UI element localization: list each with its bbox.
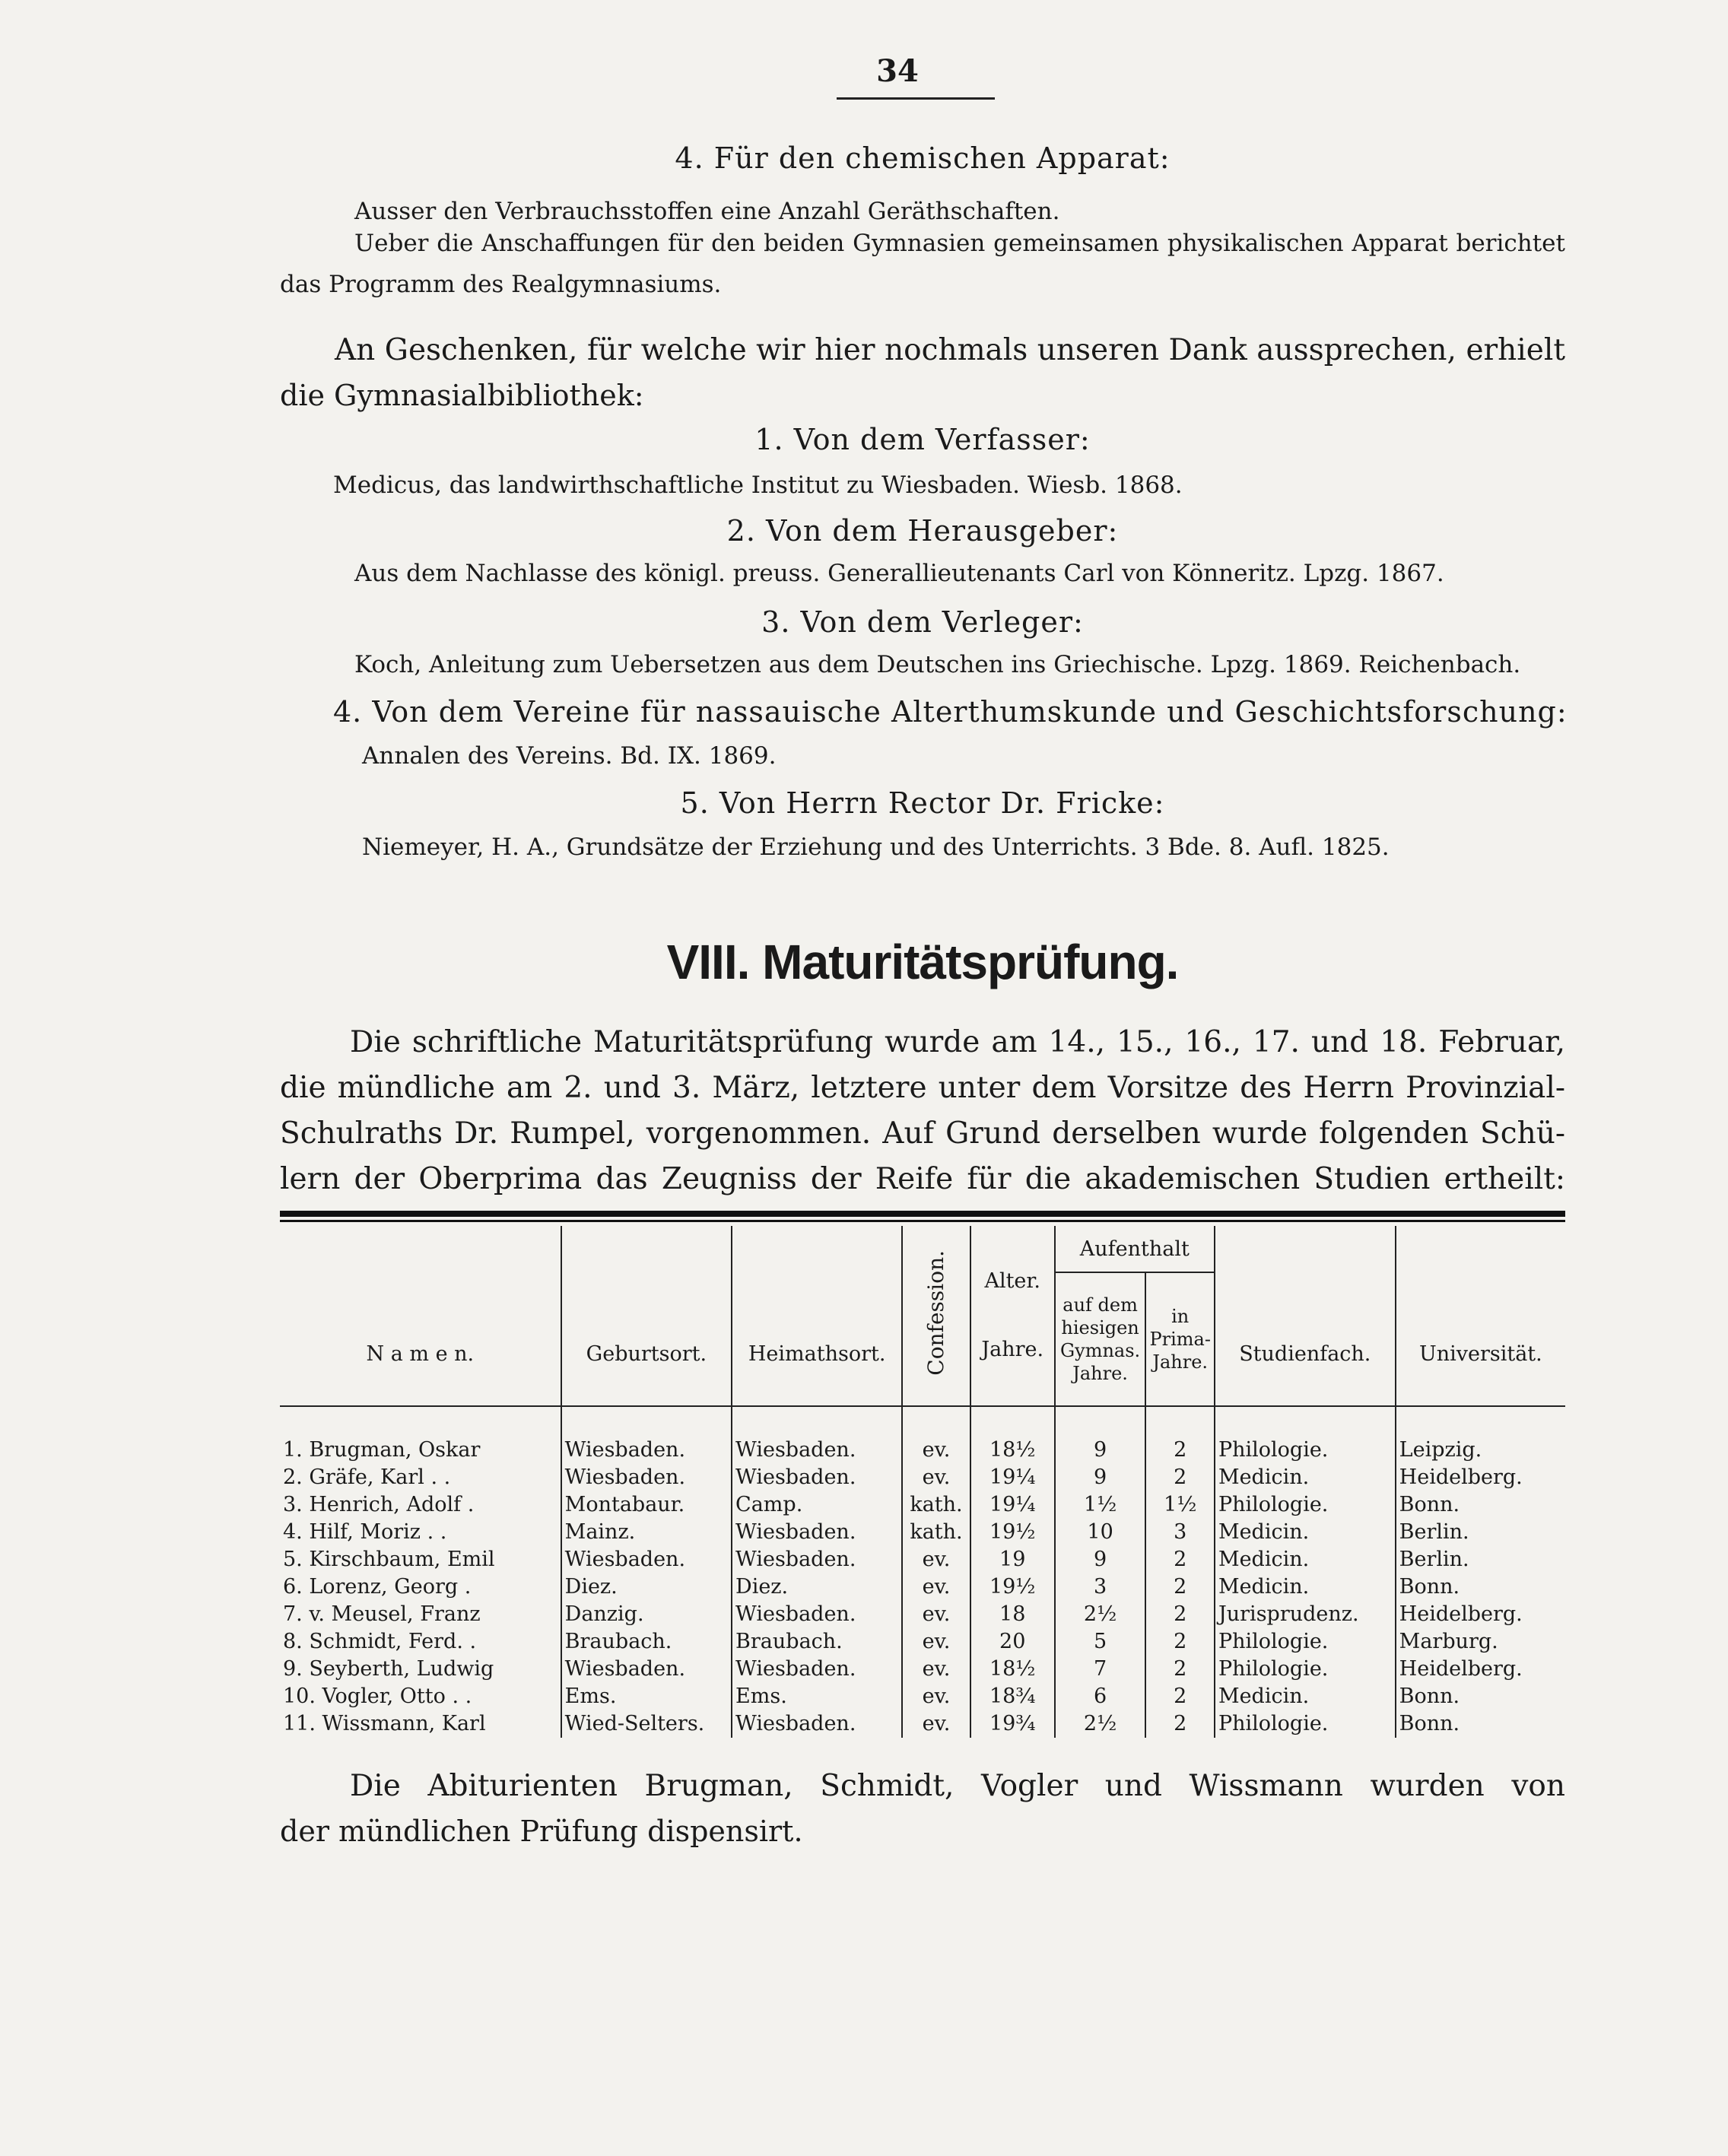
cell-conf: ev. [902,1628,970,1656]
cell-gym: 2½ [1055,1601,1146,1628]
table-row [280,1683,1565,1710]
cell-uni: Heidelberg. [1396,1656,1565,1683]
cell-heim: Wiesbaden. [732,1437,902,1464]
header-confession [902,1226,970,1406]
cell-gym: 9 [1055,1464,1146,1491]
table-row [280,1491,1565,1519]
cell-fach: Medicin. [1215,1683,1396,1710]
gift3-heading: 3. Von dem Verleger: [761,605,1084,639]
header-prima-c: Jahre. [1152,1351,1209,1373]
gifts-intro-b: die Gymnasialbibliothek: [280,379,644,412]
header-gym-d: Jahre. [1072,1363,1128,1384]
table-top-rule [280,1211,1565,1217]
cell-gym: 1½ [1055,1491,1146,1519]
cell-prima: 2 [1145,1437,1214,1464]
cell-prima: 2 [1145,1546,1214,1573]
header-alter-unit: Jahre. [981,1338,1044,1361]
cell-prima: 2 [1145,1683,1214,1710]
table-row [280,1601,1565,1628]
cell-alter: 19¾ [970,1710,1055,1738]
cell-gym: 3 [1055,1573,1146,1601]
header-universitaet: Universität. [1396,1226,1565,1406]
header-gym-c: Gymnas. [1059,1340,1141,1361]
cell-conf: ev. [902,1683,970,1710]
cell-gym: 2½ [1055,1710,1146,1738]
header-alter [970,1226,1055,1406]
cell-prima: 2 [1145,1464,1214,1491]
cell-uni: Marburg. [1396,1628,1565,1656]
cell-conf: kath. [902,1491,970,1519]
chem-line2a: Ueber die Anschaffungen für den beiden Gymnasien gemeinsamen physikalischen Apparat berichtet [354,230,1565,257]
section-para-2: die mündliche am 2. und 3. März, letztere unter dem Vorsitze des Herrn Provinzial- [280,1071,1565,1105]
cell-alter: 18½ [970,1656,1055,1683]
header-confession-label: Confession. [923,1250,949,1376]
section-title: VIII. Maturitätsprüfung. [666,935,1179,989]
cell-alter: 18 [970,1601,1055,1628]
cell-name: 2. Gräfe, Karl . . [280,1464,561,1491]
cell-name: 6. Lorenz, Georg . [280,1573,561,1601]
cell-prima: 3 [1145,1519,1214,1546]
closing-line-2: der mündlichen Prüfung dispensirt. [280,1815,803,1848]
cell-fach: Jurisprudenz. [1215,1601,1396,1628]
header-studienfach: Studienfach. [1215,1226,1396,1406]
cell-geb: Wiesbaden. [561,1437,732,1464]
cell-heim: Wiesbaden. [732,1464,902,1491]
cell-name: 5. Kirschbaum, Emil [280,1546,561,1573]
cell-uni: Heidelberg. [1396,1464,1565,1491]
table-row [280,1519,1565,1546]
header-gym-b: hiesigen [1061,1317,1139,1338]
header-prima-years [1145,1272,1214,1406]
cell-fach: Philologie. [1215,1628,1396,1656]
table-row [280,1710,1565,1738]
cell-name: 4. Hilf, Moriz . . [280,1519,561,1546]
cell-conf: ev. [902,1656,970,1683]
gifts-intro-a: An Geschenken, für welche wir hier nochmals unseren Dank aussprechen, erhielt [335,333,1565,367]
chem-line1: Ausser den Verbrauchsstoffen eine Anzahl Geräthschaften. [354,198,1060,225]
cell-geb: Diez. [561,1573,732,1601]
section-para-4: lern der Oberprima das Zeugniss der Reife für die akademischen Studien ertheilt: [280,1162,1565,1196]
cell-conf: kath. [902,1519,970,1546]
cell-heim: Wiesbaden. [732,1519,902,1546]
cell-gym: 6 [1055,1683,1146,1710]
cell-prima: 2 [1145,1710,1214,1738]
cell-geb: Wiesbaden. [561,1464,732,1491]
cell-heim: Braubach. [732,1628,902,1656]
cell-conf: ev. [902,1437,970,1464]
section-para-3: Schulraths Dr. Rumpel, vorgenommen. Auf Grund derselben wurde folgenden Schü- [280,1116,1565,1151]
cell-uni: Bonn. [1396,1573,1565,1601]
cell-geb: Wiesbaden. [561,1656,732,1683]
cell-alter: 20 [970,1628,1055,1656]
table-top-rule-thin [280,1220,1565,1222]
cell-alter: 19¼ [970,1491,1055,1519]
gift4-heading: 4. Von dem Vereine für nassauische Alterthumskunde und Geschichtsforschung: [333,695,1568,729]
cell-fach: Philologie. [1215,1656,1396,1683]
cell-name: 7. v. Meusel, Franz [280,1601,561,1628]
cell-prima: 2 [1145,1656,1214,1683]
cell-fach: Medicin. [1215,1546,1396,1573]
gift4-text: Annalen des Vereins. Bd. IX. 1869. [362,742,777,770]
cell-uni: Berlin. [1396,1546,1565,1573]
cell-alter: 19 [970,1546,1055,1573]
cell-fach: Philologie. [1215,1710,1396,1738]
cell-uni: Bonn. [1396,1710,1565,1738]
section-para-1: Die schriftliche Maturitätsprüfung wurde am 14., 15., 16., 17. und 18. Februar, [350,1025,1565,1059]
cell-name: 10. Vogler, Otto . . [280,1683,561,1710]
cell-name: 8. Schmidt, Ferd. . [280,1628,561,1656]
cell-alter: 18½ [970,1437,1055,1464]
maturity-table [280,1226,1565,1738]
cell-name: 11. Wissmann, Karl [280,1710,561,1738]
cell-gym: 9 [1055,1546,1146,1573]
gift1-text: Medicus, das landwirthschaftliche Institut zu Wiesbaden. Wiesb. 1868. [333,472,1183,499]
table-row [280,1656,1565,1683]
gift1-heading: 1. Von dem Verfasser: [754,423,1091,456]
cell-name: 3. Henrich, Adolf . [280,1491,561,1519]
cell-conf: ev. [902,1601,970,1628]
cell-fach: Philologie. [1215,1437,1396,1464]
table-body [280,1437,1565,1738]
cell-name: 9. Seyberth, Ludwig [280,1656,561,1683]
table-row [280,1437,1565,1464]
cell-uni: Bonn. [1396,1683,1565,1710]
cell-fach: Medicin. [1215,1519,1396,1546]
cell-heim: Diez. [732,1573,902,1601]
cell-prima: 2 [1145,1628,1214,1656]
cell-gym: 7 [1055,1656,1146,1683]
header-alter-label: Alter. [984,1269,1040,1293]
cell-name: 1. Brugman, Oskar [280,1437,561,1464]
cell-uni: Leipzig. [1396,1437,1565,1464]
cell-prima: 2 [1145,1573,1214,1601]
header-gym-a: auf dem [1063,1294,1138,1316]
cell-fach: Medicin. [1215,1573,1396,1601]
closing-line-1: Die Abiturienten Brugman, Schmidt, Vogler und Wissmann wurden von [350,1769,1565,1803]
cell-conf: ev. [902,1546,970,1573]
gift2-heading: 2. Von dem Herausgeber: [726,514,1119,548]
cell-gym: 5 [1055,1628,1146,1656]
chem-line2b: das Programm des Realgymnasiums. [280,271,722,298]
cell-fach: Philologie. [1215,1491,1396,1519]
header-prima-a: in [1171,1306,1190,1327]
cell-geb: Wiesbaden. [561,1546,732,1573]
page-number-rule [837,97,995,100]
cell-conf: ev. [902,1573,970,1601]
cell-gym: 10 [1055,1519,1146,1546]
cell-heim: Wiesbaden. [732,1656,902,1683]
header-heimathsort: Heimathsort. [732,1226,902,1406]
gift2-text: Aus dem Nachlasse des königl. preuss. Generallieutenants Carl von Könneritz. Lpzg. 1867. [354,560,1444,587]
cell-uni: Berlin. [1396,1519,1565,1546]
cell-geb: Danzig. [561,1601,732,1628]
header-gymnasium-years [1055,1272,1146,1406]
table-row [280,1628,1565,1656]
table-row [280,1464,1565,1491]
cell-conf: ev. [902,1710,970,1738]
cell-alter: 19½ [970,1519,1055,1546]
cell-heim: Wiesbaden. [732,1601,902,1628]
cell-alter: 19¼ [970,1464,1055,1491]
cell-prima: 1½ [1145,1491,1214,1519]
cell-alter: 18¾ [970,1683,1055,1710]
gift5-text: Niemeyer, H. A., Grundsätze der Erziehung und des Unterrichts. 3 Bde. 8. Aufl. 1825. [362,834,1390,861]
header-name: N a m e n. [280,1226,561,1406]
cell-heim: Wiesbaden. [732,1710,902,1738]
table-row [280,1546,1565,1573]
cell-geb: Montabaur. [561,1491,732,1519]
gift3-text: Koch, Anleitung zum Uebersetzen aus dem Deutschen ins Griechische. Lpzg. 1869. Reichenbach. [354,651,1521,678]
cell-uni: Heidelberg. [1396,1601,1565,1628]
cell-geb: Mainz. [561,1519,732,1546]
cell-heim: Ems. [732,1683,902,1710]
cell-fach: Medicin. [1215,1464,1396,1491]
header-geburtsort: Geburtsort. [561,1226,732,1406]
cell-uni: Bonn. [1396,1491,1565,1519]
cell-geb: Ems. [561,1683,732,1710]
page-number: 34 [876,53,919,89]
cell-geb: Wied-Selters. [561,1710,732,1738]
cell-geb: Braubach. [561,1628,732,1656]
chem-heading: 4. Für den chemischen Apparat: [675,141,1171,175]
cell-heim: Camp. [732,1491,902,1519]
table-row [280,1573,1565,1601]
cell-heim: Wiesbaden. [732,1546,902,1573]
cell-prima: 2 [1145,1601,1214,1628]
gift5-heading: 5. Von Herrn Rector Dr. Fricke: [680,786,1165,820]
header-aufenthalt: Aufenthalt [1055,1226,1215,1272]
cell-alter: 19½ [970,1573,1055,1601]
header-prima-b: Prima- [1149,1329,1211,1350]
cell-conf: ev. [902,1464,970,1491]
cell-gym: 9 [1055,1437,1146,1464]
